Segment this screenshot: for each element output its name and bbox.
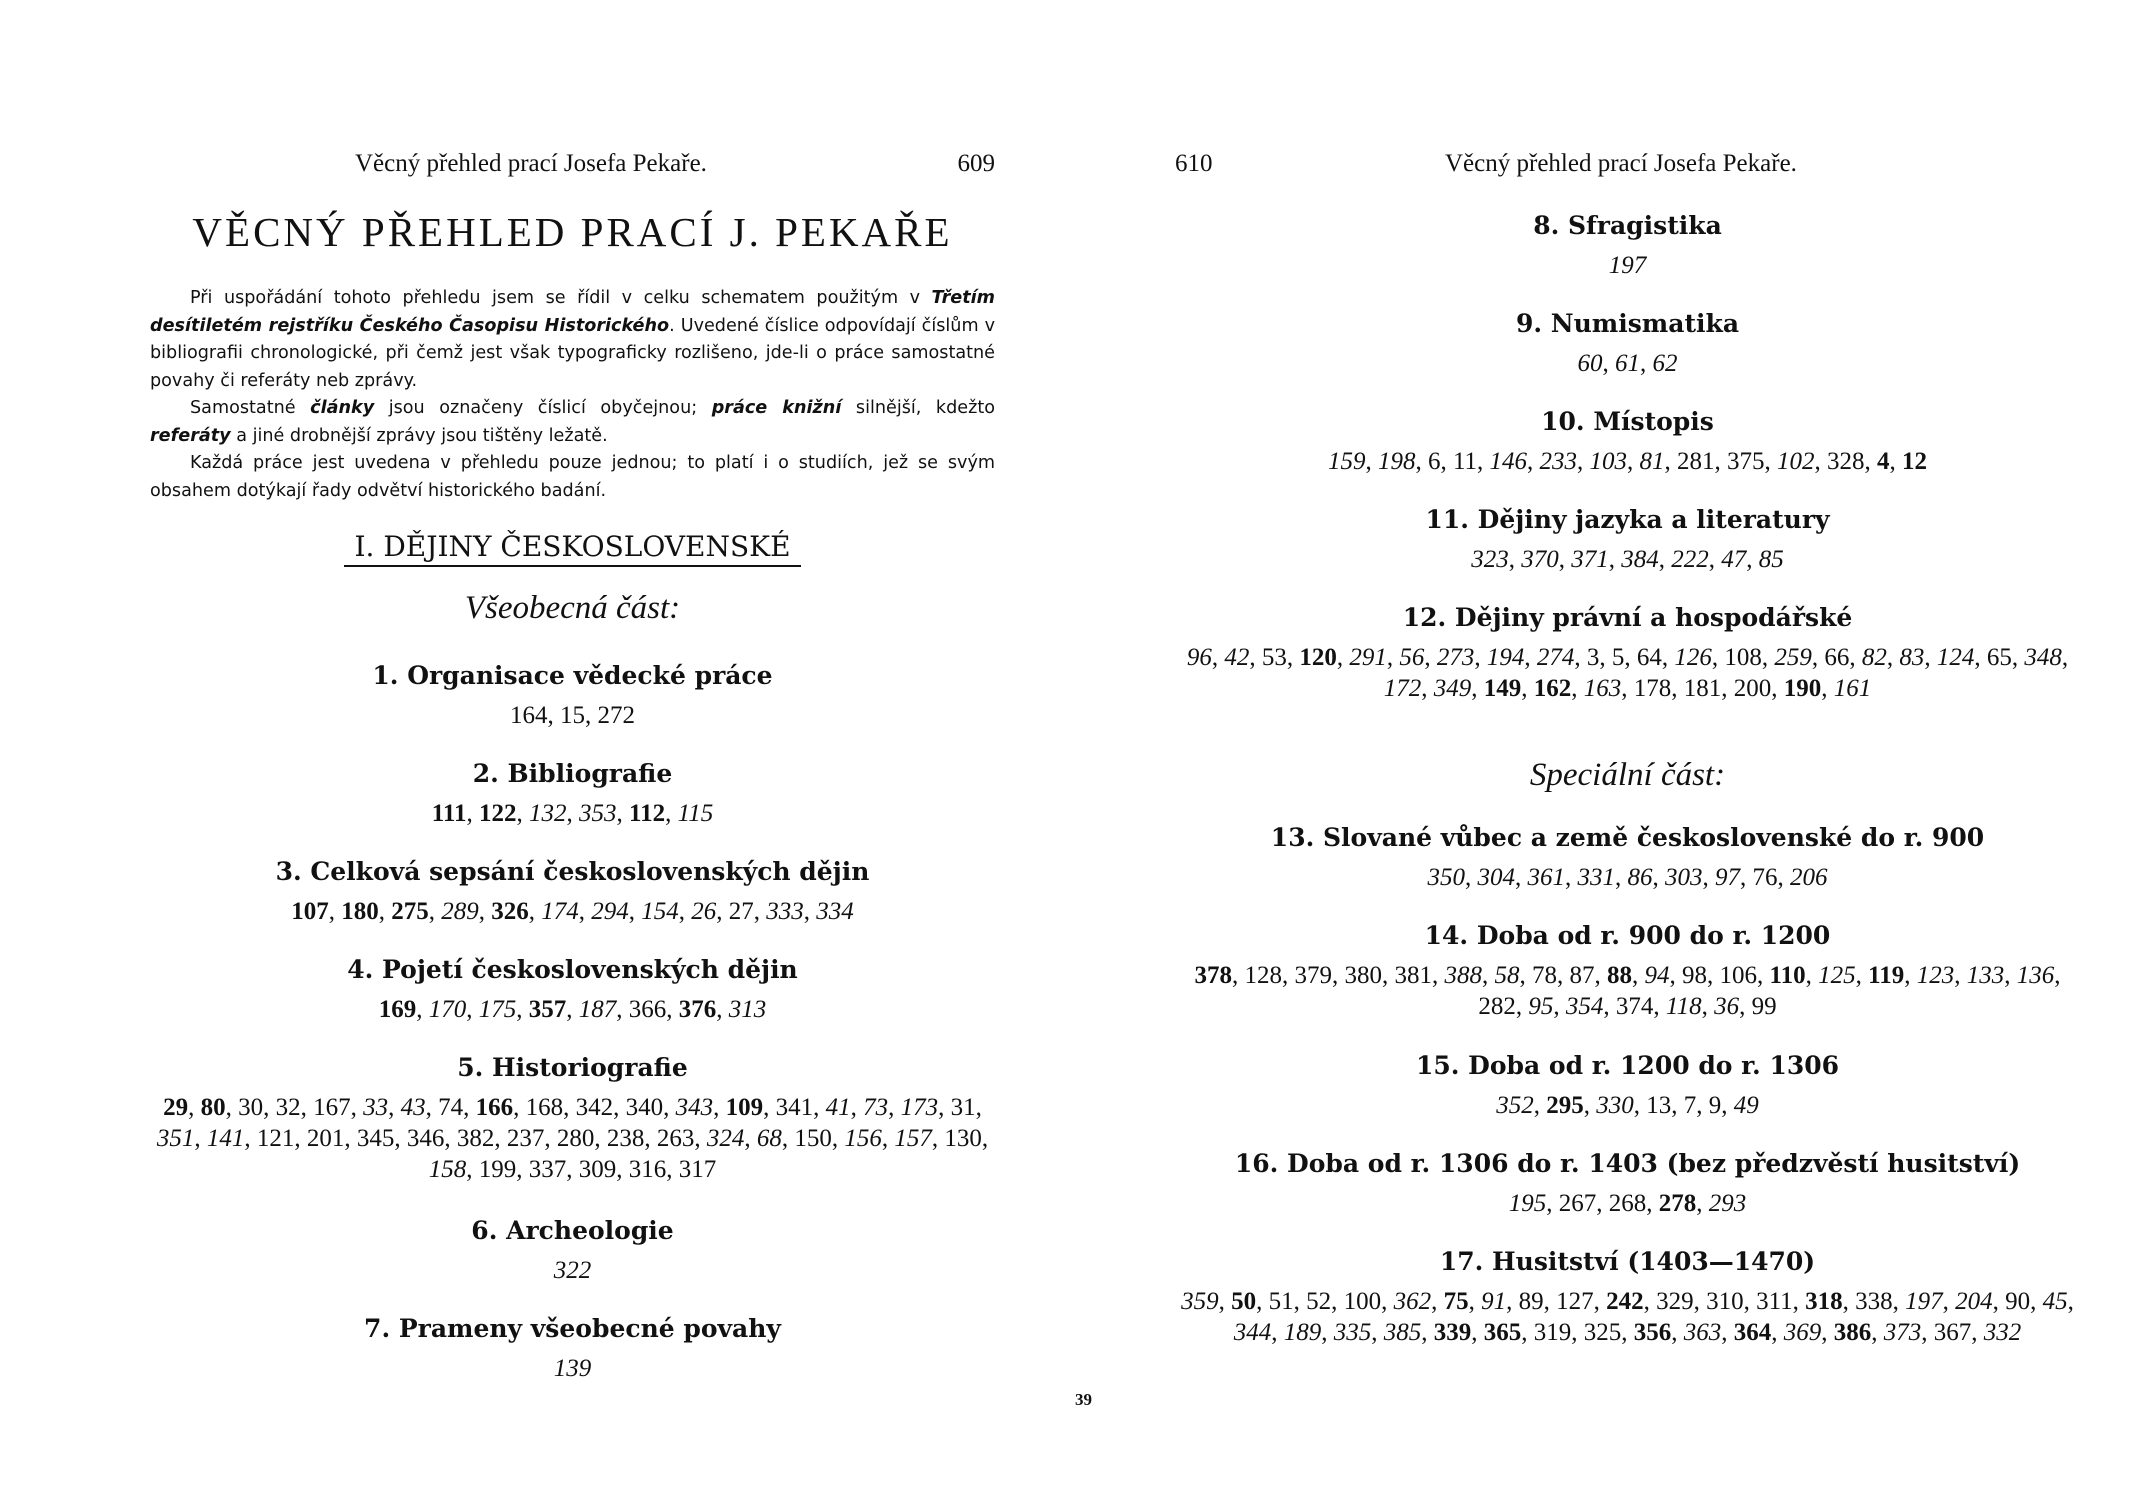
work-number: 53	[1261, 644, 1287, 671]
running-head-title: Věcný přehled prací Josefa Pekaře.	[355, 150, 707, 177]
work-number: 379	[1294, 962, 1332, 989]
work-number: 362	[1393, 1288, 1432, 1315]
work-number: 29	[163, 1094, 189, 1121]
category-numbers: 107, 180, 275, 289, 326, 174, 294, 154, 26, 27, 333, 334	[291, 898, 854, 925]
work-number: 115	[677, 800, 714, 827]
work-number: 206	[1790, 864, 1828, 891]
work-number: 146	[1489, 448, 1528, 475]
work-number: 199	[478, 1156, 517, 1183]
category-title: 14. Doba od r. 900 do r. 1200	[1424, 921, 1831, 950]
category-title: 17. Husitství (1403—1470)	[1439, 1247, 1816, 1276]
work-number: 158	[428, 1156, 467, 1183]
work-number: 316	[628, 1156, 667, 1183]
intro-text-run: silnější, kdežto	[841, 398, 996, 418]
work-number: 49	[1733, 1092, 1759, 1119]
work-number: 162	[1533, 675, 1572, 702]
category-block	[1175, 406, 2080, 477]
work-number: 133	[1966, 962, 2005, 989]
work-number: 66	[1824, 644, 1850, 671]
work-number: 27	[728, 898, 754, 925]
work-number: 43	[400, 1094, 426, 1121]
work-number: 122	[478, 800, 517, 827]
work-number: 13	[1646, 1092, 1672, 1119]
work-number: 323	[1471, 546, 1509, 573]
work-number: 365	[1483, 1319, 1522, 1346]
category-title: 15. Doba od r. 1200 do r. 1306	[1415, 1051, 1840, 1080]
work-number: 56	[1399, 644, 1425, 671]
work-number: 173	[900, 1094, 939, 1121]
work-number: 341	[775, 1094, 814, 1121]
work-number: 89	[1518, 1288, 1544, 1315]
work-number: 195	[1508, 1190, 1547, 1217]
work-number: 62	[1652, 350, 1678, 377]
category-title: 11. Dějiny jazyka a literatury	[1425, 505, 1830, 534]
category-block	[1175, 920, 2080, 1022]
work-number: 4	[1877, 448, 1890, 475]
work-number: 110	[1769, 962, 1806, 989]
work-number: 126	[1674, 644, 1712, 671]
work-number: 164	[510, 702, 548, 729]
work-number: 332	[1983, 1319, 2022, 1346]
work-number: 125	[1818, 962, 1856, 989]
work-number: 201	[306, 1125, 345, 1152]
work-number: 339	[1433, 1319, 1472, 1346]
category-title: 1. Organisace vědecké práce	[372, 661, 773, 690]
category-numbers	[150, 1255, 995, 1286]
work-number: 98	[1682, 962, 1707, 989]
work-number: 141	[206, 1125, 245, 1152]
work-number: 350	[1427, 864, 1465, 891]
work-number: 168	[525, 1094, 564, 1121]
work-number: 124	[1936, 644, 1975, 671]
work-number: 112	[628, 800, 666, 827]
work-number: 161	[1833, 675, 1872, 702]
right-page	[1175, 0, 2080, 1500]
intro-text	[150, 285, 995, 505]
work-number: 167	[313, 1094, 351, 1121]
work-number: 52	[1306, 1288, 1332, 1315]
work-number: 61	[1615, 350, 1640, 377]
work-number: 85	[1758, 546, 1784, 573]
work-number: 233	[1539, 448, 1578, 475]
work-number: 128	[1244, 962, 1282, 989]
category-title: 4. Pojetí československých dějin	[347, 955, 798, 984]
work-number: 282	[1478, 993, 1516, 1020]
work-number: 317	[678, 1156, 717, 1183]
category-title: 3. Celková sepsání československých dějin	[275, 857, 870, 886]
category-numbers: 323, 370, 371, 384, 222, 47, 85	[1471, 546, 1784, 573]
work-number: 259	[1774, 644, 1812, 671]
work-number: 371	[1571, 546, 1609, 573]
category-numbers	[1175, 250, 2080, 281]
work-number: 127	[1556, 1288, 1594, 1315]
work-number: 384	[1621, 546, 1659, 573]
work-number: 181	[1683, 675, 1722, 702]
work-number: 132	[528, 800, 567, 827]
work-number: 163	[1583, 675, 1622, 702]
work-number: 157	[894, 1125, 932, 1152]
work-number: 354	[1565, 993, 1604, 1020]
work-number: 353	[578, 800, 617, 827]
category-title: 2. Bibliografie	[472, 759, 673, 788]
category-block	[1175, 210, 2080, 281]
work-number: 319	[1533, 1319, 1572, 1346]
part-heading-general: Všeobecná část:	[464, 590, 681, 626]
intro-paragraph-2	[150, 395, 995, 450]
work-number: 174	[541, 898, 579, 925]
work-number: 119	[1868, 962, 1905, 989]
running-head	[1175, 150, 2080, 186]
work-number: 118	[1665, 993, 1702, 1020]
work-number: 295	[1546, 1092, 1584, 1119]
work-number: 180	[341, 898, 379, 925]
category-block	[1175, 1246, 2080, 1348]
work-number: 268	[1608, 1190, 1647, 1217]
work-number: 178	[1633, 675, 1672, 702]
work-number: 32	[275, 1094, 301, 1121]
work-number: 108	[1724, 644, 1762, 671]
work-number: 357	[528, 996, 567, 1023]
category-numbers: 169, 170, 175, 357, 187, 366, 376, 313	[378, 996, 767, 1023]
work-number: 349	[1433, 675, 1472, 702]
work-number: 380	[1344, 962, 1382, 989]
category-block	[150, 954, 995, 1025]
main-title: VĚCNÝ PŘEHLED PRACÍ J. PEKAŘE	[192, 209, 953, 255]
work-number: 289	[441, 898, 479, 925]
work-number: 318	[1805, 1288, 1843, 1315]
intro-text-run: Při uspořádání tohoto přehledu jsem se řídil v celku schematem použitým v	[190, 288, 932, 308]
work-number: 31	[950, 1094, 976, 1121]
work-number: 190	[1783, 675, 1822, 702]
work-number: 159	[1327, 448, 1366, 475]
work-number: 242	[1606, 1288, 1644, 1315]
work-number: 310	[1706, 1288, 1744, 1315]
work-number: 313	[728, 996, 767, 1023]
work-number: 291	[1349, 644, 1387, 671]
work-number: 12	[1902, 448, 1928, 475]
work-number: 364	[1733, 1319, 1772, 1346]
category-title: 16. Doba od r. 1306 do r. 1403 (bez předzvěstí husitství)	[1234, 1149, 2021, 1178]
work-number: 47	[1721, 546, 1747, 573]
work-number: 374	[1615, 993, 1654, 1020]
work-number: 335	[1333, 1319, 1372, 1346]
work-number: 58	[1494, 962, 1520, 989]
category-numbers: 60, 61, 62	[1577, 350, 1678, 377]
work-number: 91	[1481, 1288, 1507, 1315]
work-number: 75	[1443, 1288, 1469, 1315]
work-number: 303	[1665, 864, 1703, 891]
work-number: 325	[1583, 1319, 1622, 1346]
category-block	[150, 758, 995, 829]
work-number: 345	[356, 1125, 395, 1152]
category-numbers	[150, 1353, 995, 1384]
work-number: 41	[825, 1094, 851, 1121]
work-number: 36	[1714, 993, 1740, 1020]
footer-page-number: 39	[1075, 1390, 1092, 1409]
work-number: 381	[1394, 962, 1432, 989]
work-number: 51	[1268, 1288, 1294, 1315]
work-number: 109	[725, 1094, 764, 1121]
work-number: 175	[478, 996, 517, 1023]
category-numbers: 159, 198, 6, 11, 146, 233, 103, 81, 281, 375, 102, 328, 4, 12	[1327, 448, 1928, 475]
work-number: 329	[1656, 1288, 1694, 1315]
work-number: 15	[560, 702, 585, 729]
work-number: 385	[1383, 1319, 1422, 1346]
category-numbers: 195, 267, 268, 278, 293	[1508, 1190, 1747, 1217]
work-number: 86	[1627, 864, 1653, 891]
work-number: 294	[591, 898, 629, 925]
work-number: 324	[706, 1125, 745, 1152]
work-number: 237	[506, 1125, 545, 1152]
work-number: 45	[2042, 1288, 2068, 1315]
intro-emphasis: referáty	[150, 425, 231, 446]
work-number: 65	[1986, 644, 2012, 671]
work-number: 273	[1436, 644, 1475, 671]
work-number: 309	[578, 1156, 617, 1183]
work-number: 330	[1596, 1092, 1634, 1119]
work-number: 373	[1883, 1319, 1922, 1346]
intro-paragraph-3: Každá práce jest uvedena v přehledu pouze jednou; to platí i o studiích, jež se svým obsahem dotýkají řady odvětví historického badání.	[150, 453, 995, 501]
category-title: 10. Místopis	[1541, 407, 1714, 436]
work-number: 130	[944, 1125, 982, 1152]
work-number: 375	[1727, 448, 1765, 475]
work-number: 189	[1283, 1319, 1322, 1346]
category-numbers: 164, 15, 272	[510, 702, 635, 729]
work-number: 149	[1483, 675, 1522, 702]
work-number: 99	[1751, 993, 1777, 1020]
category-numbers: 352, 295, 330, 13, 7, 9, 49	[1496, 1092, 1759, 1119]
work-number: 326	[491, 898, 529, 925]
work-number: 73	[863, 1094, 889, 1121]
category-numbers: 96, 42, 53, 120, 291, 56, 273, 194, 274, 3, 5, 64, 126, 108, 259, 66, 82, 83, 124, 65, 348, 172, 349, 149, 162, 163, 178, 181, 200, 190, 161	[1186, 644, 2069, 702]
work-number: 11	[1452, 448, 1478, 475]
work-number: 275	[391, 898, 429, 925]
work-number: 111	[431, 800, 467, 827]
work-number: 352	[1496, 1092, 1534, 1119]
work-number: 170	[428, 996, 467, 1023]
work-number: 238	[606, 1125, 645, 1152]
work-number: 88	[1607, 962, 1632, 989]
work-number: 95	[1528, 993, 1554, 1020]
work-number: 382	[456, 1125, 495, 1152]
work-number: 378	[1194, 962, 1232, 989]
work-number: 6	[1427, 448, 1441, 475]
work-number: 68	[756, 1125, 782, 1152]
work-number: 83	[1899, 644, 1925, 671]
work-number: 169	[378, 996, 417, 1023]
work-number: 376	[678, 996, 717, 1023]
work-number: 102	[1777, 448, 1815, 475]
category-title: 6. Archeologie	[471, 1216, 674, 1245]
category-title: 12. Dějiny právní a hospodářské	[1402, 603, 1853, 632]
work-number: 280	[556, 1125, 595, 1152]
work-number: 367	[1933, 1319, 1972, 1346]
category-block	[1175, 822, 2080, 893]
work-number: 76	[1752, 864, 1778, 891]
intro-emphasis: práce knižní	[711, 398, 842, 418]
work-number: 363	[1683, 1319, 1722, 1346]
work-number: 337	[528, 1156, 567, 1183]
work-number: 26	[691, 898, 717, 925]
work-number: 136	[2016, 962, 2055, 989]
work-number: 139	[553, 1355, 592, 1382]
running-head-title: Věcný přehled prací Josefa Pekaře.	[1445, 150, 1797, 177]
section-heading-text: I. DĚJINY ČESKOSLOVENSKÉ	[344, 530, 800, 567]
category-title: 8. Sfragistika	[1533, 211, 1722, 240]
category-block	[150, 660, 995, 731]
work-number: 328	[1827, 448, 1865, 475]
intro-text-run: Samostatné	[190, 398, 311, 418]
part-heading-special: Speciální část:	[1529, 757, 1726, 793]
work-number: 97	[1715, 864, 1740, 891]
work-number: 9	[1708, 1092, 1722, 1119]
work-number: 281	[1677, 448, 1715, 475]
work-number: 334	[816, 898, 854, 925]
running-head	[150, 150, 995, 186]
category-numbers: 359, 50, 51, 52, 100, 362, 75, 91, 89, 127, 242, 329, 310, 311, 318, 338, 197, 204, 90, 45, 344, 189, 335, 385, 339, 365, 319, 325, 356, 363, 364, 369, 386, 373, 367, 332	[1181, 1288, 2074, 1346]
work-number: 166	[475, 1094, 514, 1121]
work-number: 7	[1683, 1092, 1697, 1119]
intro-text-run: jsou označeny číslicí obyčejnou;	[374, 398, 712, 418]
work-number: 5	[1611, 644, 1625, 671]
work-number: 30	[238, 1094, 264, 1121]
work-number: 293	[1708, 1190, 1747, 1217]
work-number: 106	[1719, 962, 1757, 989]
category-title: 13. Slované vůbec a země československé do r. 900	[1270, 823, 1985, 852]
work-number: 82	[1861, 644, 1887, 671]
work-number: 74	[438, 1094, 464, 1121]
category-numbers: 378, 128, 379, 380, 381, 388, 58, 78, 87, 88, 94, 98, 106, 110, 125, 119, 123, 133, 136, 282, 95, 354, 374, 118, 36, 99	[1194, 962, 2061, 1020]
left-page	[150, 0, 1092, 1500]
work-number: 361	[1527, 864, 1565, 891]
section-heading	[150, 530, 995, 567]
work-number: 50	[1231, 1288, 1257, 1315]
work-number: 123	[1916, 962, 1955, 989]
work-number: 107	[291, 898, 329, 925]
work-number: 263	[656, 1125, 695, 1152]
work-number: 120	[1299, 644, 1337, 671]
intro-paragraph-1	[150, 285, 995, 395]
work-number: 338	[1855, 1288, 1893, 1315]
work-number: 274	[1536, 644, 1575, 671]
work-number: 311	[1756, 1288, 1793, 1315]
work-number: 344	[1233, 1319, 1272, 1346]
work-number: 340	[625, 1094, 664, 1121]
category-numbers: 350, 304, 361, 331, 86, 303, 97, 76, 206	[1427, 864, 1828, 891]
work-number: 96	[1186, 644, 1212, 671]
work-number: 342	[575, 1094, 614, 1121]
work-number: 197	[1905, 1288, 1943, 1315]
work-number: 322	[553, 1257, 592, 1284]
category-block	[150, 856, 995, 927]
category-block	[150, 1313, 995, 1384]
page-number-header: 610	[1175, 150, 1213, 177]
work-number: 197	[1608, 252, 1647, 279]
work-number: 80	[200, 1094, 226, 1121]
work-number: 331	[1577, 864, 1615, 891]
work-number: 42	[1224, 644, 1250, 671]
category-numbers: 111, 122, 132, 353, 112, 115	[431, 800, 714, 827]
category-block	[1175, 504, 2080, 575]
intro-text-run: a jiné drobnější zprávy jsou tištěny ležatě.	[230, 425, 608, 446]
category-block	[150, 1215, 995, 1286]
work-number: 386	[1833, 1319, 1872, 1346]
work-number: 3	[1586, 644, 1600, 671]
category-block	[1175, 602, 2080, 704]
work-number: 222	[1671, 546, 1709, 573]
category-title: 9. Numismatika	[1515, 309, 1740, 338]
category-block	[1175, 308, 2080, 379]
work-number: 267	[1558, 1190, 1597, 1217]
work-number: 346	[406, 1125, 445, 1152]
work-number: 94	[1644, 962, 1670, 989]
work-number: 348	[2024, 644, 2062, 671]
intro-emphasis: Třetím desítiletém rejstříku Českého Časopisu Historického	[150, 288, 995, 336]
work-number: 333	[766, 898, 804, 925]
work-number: 370	[1521, 546, 1559, 573]
category-block	[1175, 1050, 2080, 1121]
work-number: 121	[256, 1125, 295, 1152]
work-number: 200	[1733, 675, 1772, 702]
work-number: 103	[1589, 448, 1628, 475]
category-numbers: 29, 80, 30, 32, 167, 33, 43, 74, 166, 168, 342, 340, 343, 109, 341, 41, 73, 173, 31, 351, 141, 121, 201, 345, 346, 382, 237, 280, 238, 263, 324, 68, 150, 156, 157, 130, 158, 199, 337, 309, 316, 317	[156, 1094, 989, 1183]
intro-text-run: . Uvedené číslice odpovídají číslům v bibliografii chronologické, při čemž jest však typograficky rozlišeno, jde-li o práce samostatné povahy či referáty neb zprávy.	[150, 315, 995, 391]
work-number: 369	[1783, 1319, 1822, 1346]
work-number: 272	[597, 702, 635, 729]
work-number: 359	[1181, 1288, 1219, 1315]
category-title: 5. Historiografie	[457, 1053, 688, 1082]
work-number: 356	[1633, 1319, 1672, 1346]
work-number: 278	[1658, 1190, 1697, 1217]
intro-emphasis: články	[310, 398, 375, 418]
category-block	[150, 1052, 995, 1185]
work-number: 81	[1639, 448, 1665, 475]
work-number: 90	[2005, 1288, 2031, 1315]
work-number: 351	[156, 1125, 195, 1152]
work-number: 156	[844, 1125, 882, 1152]
work-number: 60	[1577, 350, 1603, 377]
work-number: 154	[641, 898, 679, 925]
category-block	[1175, 1148, 2080, 1219]
work-number: 100	[1343, 1288, 1382, 1315]
work-number: 33	[363, 1094, 389, 1121]
work-number: 366	[628, 996, 667, 1023]
work-number: 304	[1477, 864, 1515, 891]
category-title: 7. Prameny všeobecné povahy	[364, 1314, 781, 1343]
work-number: 388	[1444, 962, 1482, 989]
work-number: 150	[794, 1125, 832, 1152]
work-number: 194	[1486, 644, 1525, 671]
page-number-header: 609	[957, 150, 995, 177]
work-number: 87	[1569, 962, 1595, 989]
work-number: 343	[675, 1094, 714, 1121]
work-number: 204	[1955, 1288, 1993, 1315]
work-number: 172	[1383, 675, 1422, 702]
work-number: 198	[1377, 448, 1416, 475]
work-number: 187	[578, 996, 617, 1023]
work-number: 64	[1636, 644, 1662, 671]
work-number: 78	[1532, 962, 1557, 989]
